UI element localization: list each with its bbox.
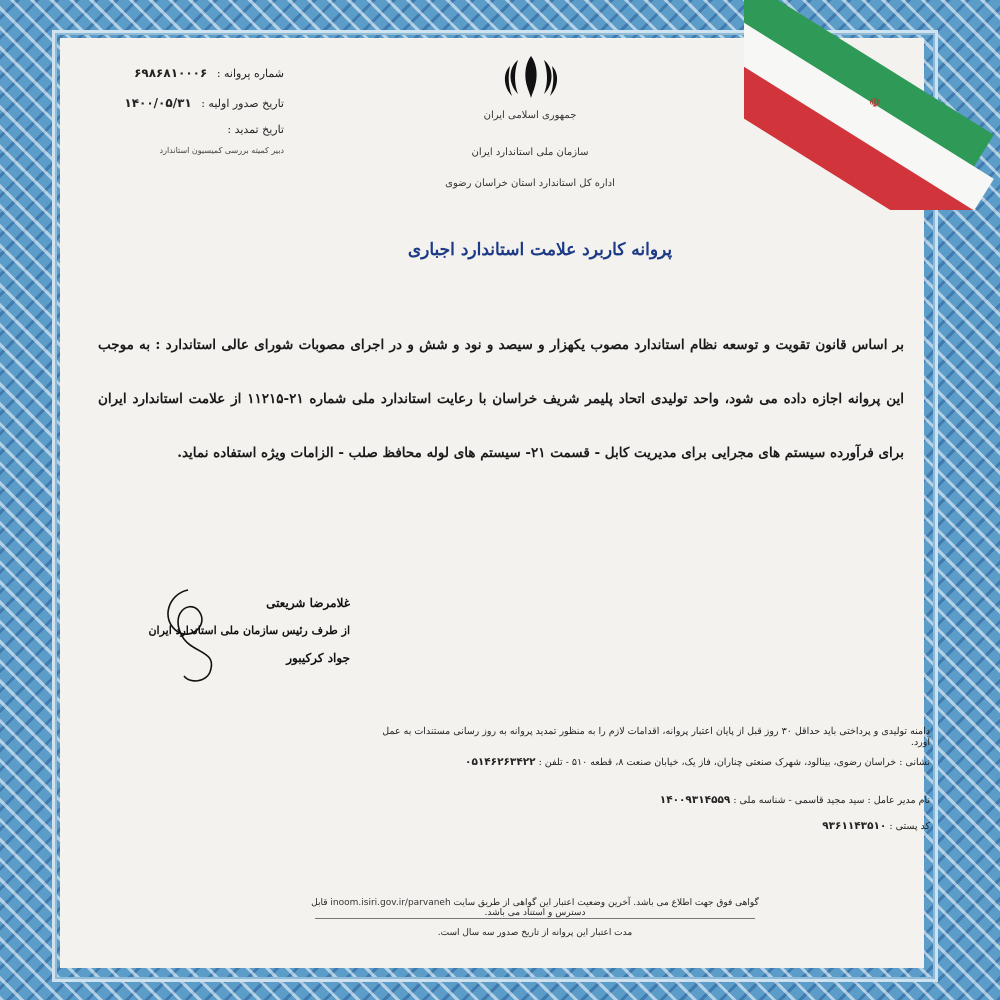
department-name: اداره کل استاندارد استان خراسان رضوی [445, 178, 615, 189]
iran-emblem-icon [500, 52, 562, 102]
validity-note: دامنه تولیدی و پرداختی باید حداقل ۳۰ روز قبل از پایان اعتبار پروانه، اقدامات لازم را به منظور تمدید پروانه به روز رسانی مستندات به عمل آورد. [382, 726, 930, 748]
signature-block [110, 578, 350, 665]
iran-flag-icon: ☫ [744, 0, 994, 210]
national-id: ۱۴۰۰۹۳۱۴۵۵۹ [659, 794, 731, 806]
verify-text-post: قابل دسترس و استناد می باشد. [311, 898, 586, 918]
verification-link[interactable]: inoom.isiri.gov.ir/parvaneh [330, 898, 451, 908]
validity-duration: مدت اعتبار این پروانه از تاریخ صدور سه سال است. [437, 928, 633, 938]
first-issue-label: تاریخ صدور اولیه : [201, 97, 284, 110]
renewal-label: تاریخ تمدید : [227, 123, 284, 136]
national-id-row [370, 794, 930, 806]
address-label: نشانی : [899, 757, 930, 768]
signer-name: غلامرضا شریعتی [266, 596, 350, 610]
country-name: جمهوری اسلامی ایران [483, 110, 577, 121]
first-issue-row [64, 96, 284, 110]
postal-code-label: کد پستی : [889, 821, 930, 832]
verify-text-pre: گواهی فوق جهت اطلاع می باشد. آخرین وضعیت اعتبار این گواهی از طریق سایت [453, 898, 759, 908]
certificate-body: بر اساس قانون تقویت و توسعه نظام استاندارد مصوب یکهزار و سیصد و نود و شش و در اجرای مصوبات شورای عالی استاندارد : به موجب این پروانه اجازه داده می شود، واحد تولیدی اتحاد پلیمر شریف خراسان با رعایت استاندارد ملی شماره ۲۱-۱۱۲۱۵ از علامت استاندارد ایران برای فرآورده سیستم های مجرایی برای مدیریت کابل - قسمت ۲۱- سیستم های لوله محافظ صلب - الزامات ویژه استفاده نماید. [98, 337, 904, 461]
address-row [370, 756, 930, 768]
national-id-label: نام مدیر عامل : سید مجید قاسمی - شناسه ملی : [733, 795, 930, 806]
postal-code: ۹۳۶۱۱۴۳۵۱۰ [822, 820, 887, 832]
organization-name: سازمان ملی استاندارد ایران [471, 147, 589, 158]
postal-code-row [370, 820, 930, 832]
license-number-row [64, 66, 284, 80]
signer-on-behalf: از طرف رئیس سازمان ملی استاندارد ایران [148, 624, 350, 637]
phone-number: ۰۵۱۴۶۲۶۳۴۲۲ [465, 756, 536, 768]
footer-divider [315, 918, 755, 919]
first-issue-date: ۱۴۰۰/۰۵/۳۱ [124, 96, 192, 110]
meta-note: دبیر کمیته بررسی کمیسیون استاندارد [159, 146, 284, 155]
address-value: خراسان رضوی، بینالود، شهرک صنعتی چناران، فاز یک، خیابان صنعت ۸، قطعه ۵۱۰ - تلفن : [538, 757, 897, 768]
renewal-row [64, 122, 284, 136]
certificate-title: پروانه کاربرد علامت استاندارد اجباری [407, 240, 673, 260]
license-number: ۶۹۸۶۸۱۰۰۰۶ [134, 66, 208, 80]
signer-secondary: جواد کرکیبور [286, 651, 350, 665]
license-number-label: شماره پروانه : [216, 67, 284, 80]
verification-note [300, 898, 770, 918]
